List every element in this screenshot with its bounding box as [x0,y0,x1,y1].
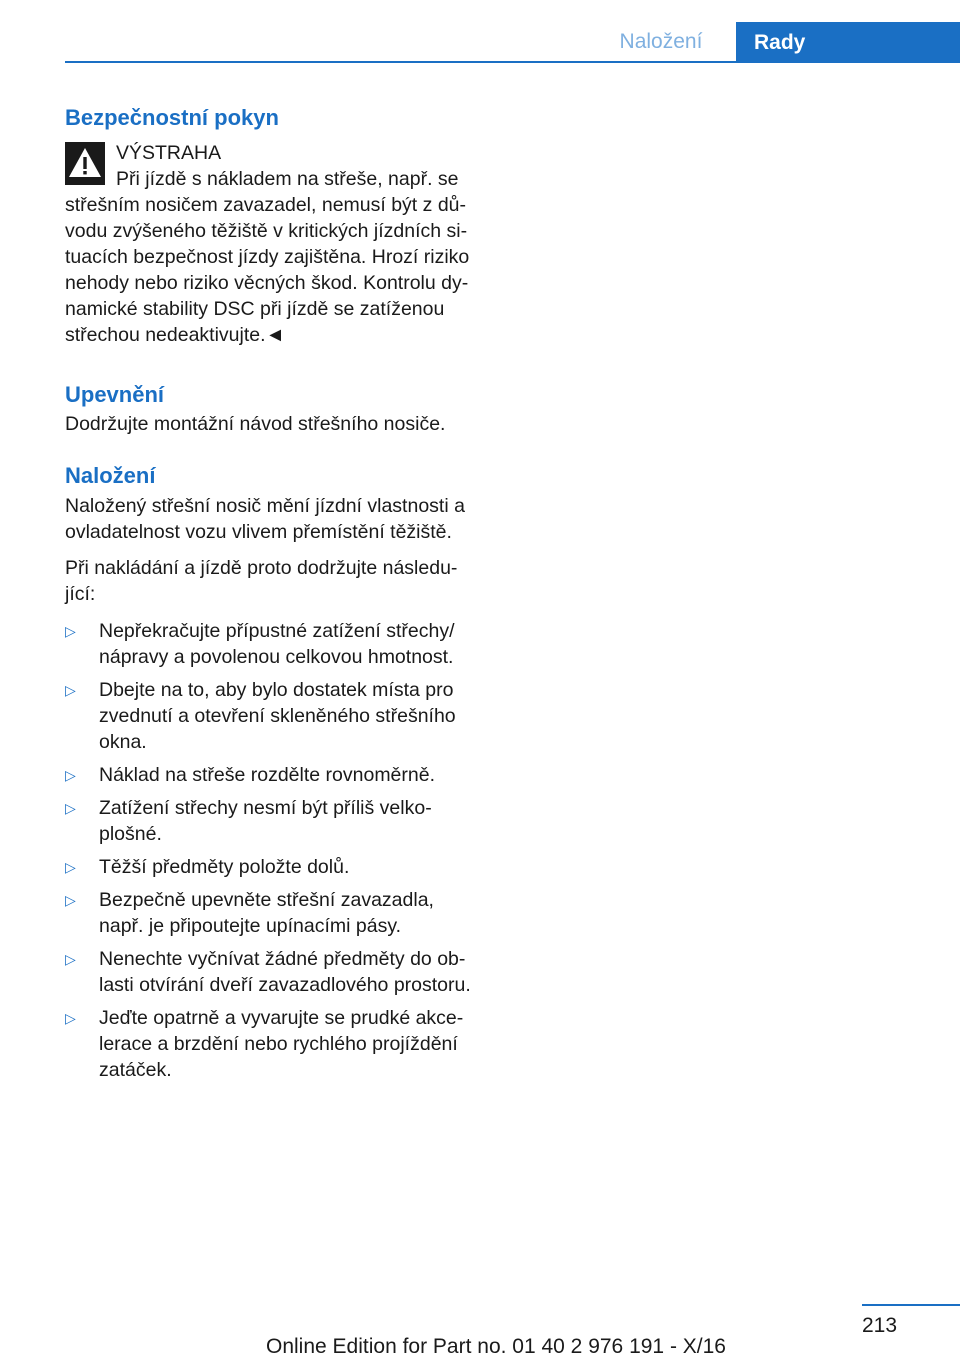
list-item-line: lasti otvírání dveří zavazadlového prostoru. [99,974,471,996]
warning-line: tuacích bezpečnost jízdy zajištěna. Hrozí riziko [65,246,470,268]
loading-list [65,618,485,1083]
list-item-line: nápravy a povolenou celkovou hmotnost. [99,646,454,668]
warning-title: VÝSTRAHA [116,142,222,164]
warning-line: namické stability DSC při jízdě se zatíženou [65,298,445,320]
loading-paragraph-line: Naložený střešní nosič mění jízdní vlastnosti a [65,495,465,517]
list-item-line: Nepřekračujte přípustné zatížení střechy/ [99,620,455,642]
edition-footer: Online Edition for Part no. 01 40 2 976 191 - X/16 [266,1335,726,1358]
header-section-label: Naložení [619,30,703,53]
list-item-line: plošné. [99,823,162,845]
triangle-bullet-icon: ▷ [65,623,76,639]
triangle-bullet-icon: ▷ [65,892,76,908]
warning-line: Při jízdě s nákladem na střeše, např. se [116,168,459,190]
loading-section [65,461,485,1083]
list-item-line: Bezpečně upevněte střešní zavazadla, [99,889,434,911]
list-item [65,887,485,939]
safety-section [65,103,485,133]
loading-paragraph-line: Při nakládání a jízdě proto dodržujte následu- [65,557,458,579]
list-item-line: Těžší předměty položte dolů. [99,856,350,878]
list-item-line: Jeďte opatrně a vyvarujte se prudké akce- [99,1007,464,1029]
warning-block [65,140,485,348]
warning-line: střechou nedeaktivujte.◄ [65,324,285,346]
list-item-line: okna. [99,731,147,753]
list-item [65,677,485,755]
safety-heading: Bezpečnostní pokyn [65,105,279,130]
list-item [65,762,485,788]
mounting-text: Dodržujte montážní návod střešního nosiče. [65,413,446,435]
loading-paragraph-line: jící: [65,583,96,605]
triangle-bullet-icon: ▷ [65,951,76,967]
mounting-heading: Upevnění [65,382,165,407]
warning-line: vodu zvýšeného těžiště v kritických jízdních si- [65,220,468,242]
page-number-rule [862,1304,960,1306]
list-item [65,618,485,670]
header-rule [65,61,960,63]
list-item-line: Náklad na střeše rozdělte rovnoměrně. [99,764,436,786]
triangle-bullet-icon: ▷ [65,682,76,698]
list-item-line: lerace a brzdění nebo rychlého projíždění [99,1033,458,1055]
mounting-section [65,380,485,437]
loading-heading: Naložení [65,463,156,488]
list-item [65,795,485,847]
list-item-line: Zatížení střechy nesmí být příliš velko- [99,797,432,819]
list-item-line: zatáček. [99,1059,172,1081]
triangle-bullet-icon: ▷ [65,1010,76,1026]
list-item-line: Dbejte na to, aby bylo dostatek místa pro [99,679,454,701]
page-number: 213 [862,1314,898,1337]
warning-line: nehody nebo riziko věcných škod. Kontrolu dy- [65,272,469,294]
list-item [65,854,485,880]
list-item-line: Nenechte vyčnívat žádné předměty do ob- [99,948,466,970]
triangle-bullet-icon: ▷ [65,767,76,783]
list-item [65,946,485,998]
list-item [65,1005,485,1083]
triangle-bullet-icon: ▷ [65,800,76,816]
header-chapter-tab: Rady [736,22,960,62]
triangle-bullet-icon: ▷ [65,859,76,875]
list-item-line: zvednutí a otevření skleněného střešního [99,705,456,727]
list-item-line: např. je připoutejte upínacími pásy. [99,915,402,937]
loading-paragraph-line: ovladatelnost vozu vlivem přemístění těžiště. [65,521,452,543]
warning-line: střešním nosičem zavazadel, nemusí být z dů- [65,194,466,216]
